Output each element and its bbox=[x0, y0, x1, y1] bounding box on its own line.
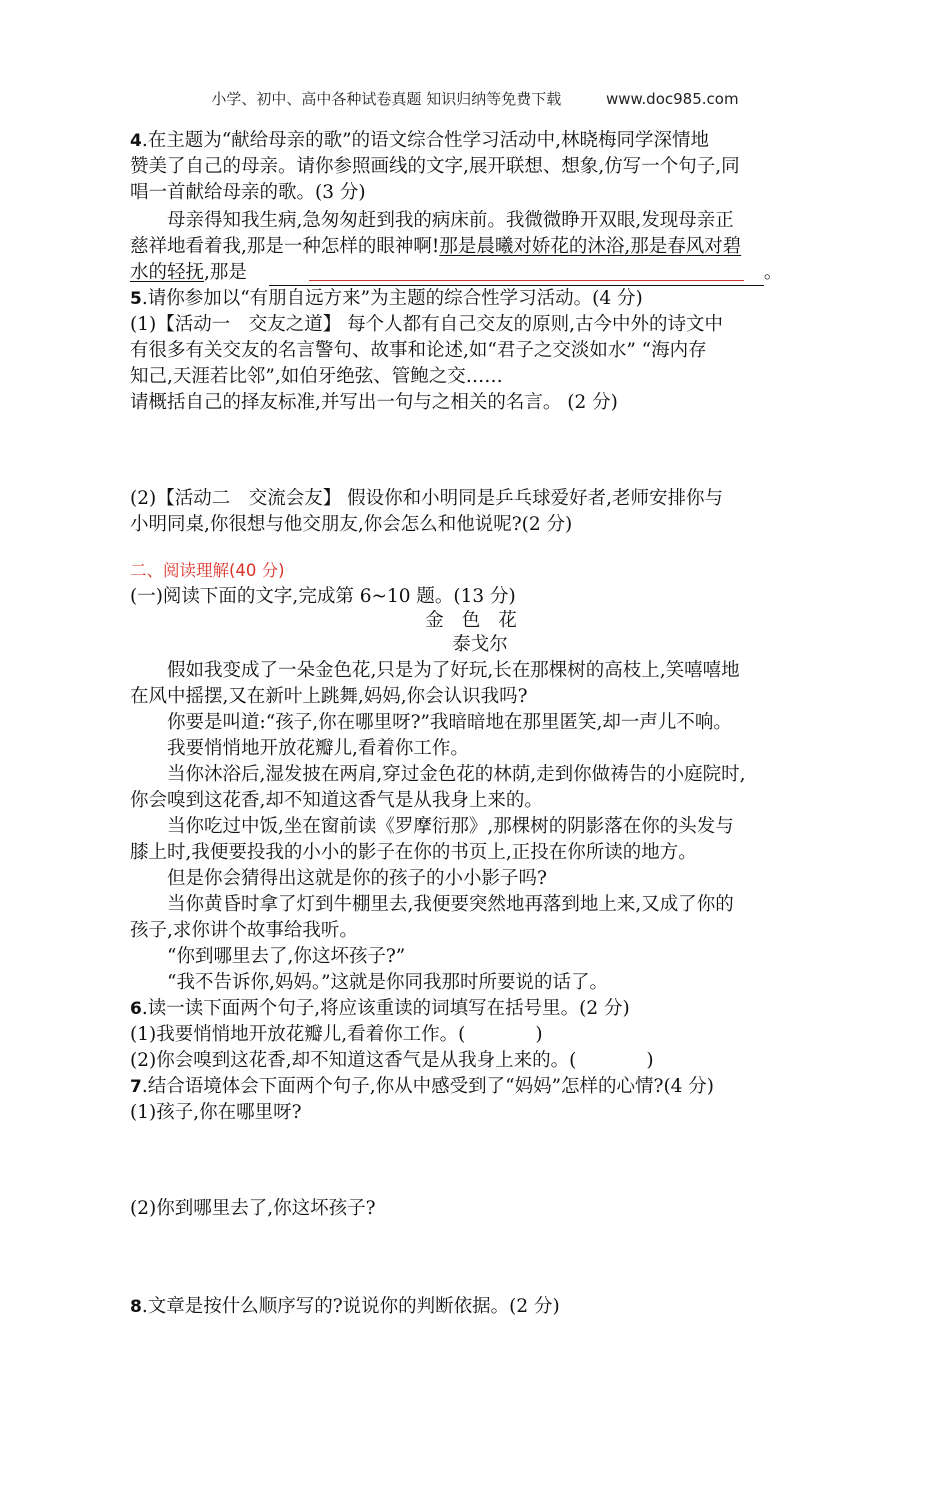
q6-number: 6 bbox=[130, 999, 142, 1019]
reading-para: 假如我变成了一朵金色花,只是为了好玩,长在那棵树的高枝上,笑嘻嘻地 bbox=[167, 660, 740, 681]
q8-title: 8.文章是按什么顺序写的?说说你的判断依据。(2 分) bbox=[130, 1296, 560, 1317]
q8-number: 8 bbox=[130, 1297, 142, 1317]
q6-sentence-2: (2)你会嗅到这花香,却不知道这香气是从我身上来的。( ) bbox=[130, 1050, 654, 1071]
reading-para: 当你黄昏时拿了灯到牛棚里去,我便要突然地再落到地上来,又成了你的 bbox=[167, 894, 734, 915]
reading-1-title: 金色花 bbox=[425, 610, 535, 631]
reading-para: 你会嗅到这花香,却不知道这香气是从我身上来的。 bbox=[130, 790, 543, 811]
q4-para-1: 母亲得知我生病,急匆匆赶到我的病床前。我微微睁开双眼,发现母亲正 bbox=[167, 210, 734, 231]
reading-para: “我不告诉你,妈妈。”这就是你同我那时所要说的话了。 bbox=[167, 972, 609, 993]
reading-1-intro: (一)阅读下面的文字,完成第 6~10 题。(13 分) bbox=[130, 586, 516, 607]
q5-activity1-line-2: 有很多有关交友的名言警句、故事和论述,如“君子之交淡如水” “海内存 bbox=[130, 340, 707, 361]
reading-para: 当你沐浴后,湿发披在两肩,穿过金色花的林荫,走到你做祷告的小庭院时, bbox=[167, 764, 746, 785]
q7-number: 7 bbox=[130, 1077, 142, 1097]
reading-1-author: 泰戈尔 bbox=[452, 634, 508, 655]
q4-line-1: 4.在主题为“献给母亲的歌”的语文综合性学习活动中,林晓梅同学深情地 bbox=[130, 130, 710, 151]
q5-number: 5 bbox=[130, 289, 142, 309]
header-url[interactable]: www.doc985.com bbox=[605, 90, 739, 108]
reading-para: 膝上时,我便要投我的小小的影子在你的书页上,正投在你所读的地方。 bbox=[130, 842, 697, 863]
reading-para: 当你吃过中饭,坐在窗前读《罗摩衍那》,那棵树的阴影落在你的头发与 bbox=[167, 816, 734, 837]
q5-activity1-line-3: 知己,天涯若比邻”,如伯牙绝弦、管鲍之交…… bbox=[130, 366, 503, 387]
q5-title: 5.请你参加以“有朋自远方来”为主题的综合性学习活动。(4 分) bbox=[130, 288, 643, 309]
q4-line-3: 唱一首献给母亲的歌。(3 分) bbox=[130, 182, 366, 203]
q4-answer-blank[interactable] bbox=[269, 265, 764, 286]
q5-activity2-line-1: (2)【活动二 交流会友】 假设你和小明同是乒乓球爱好者,老师安排你与 bbox=[130, 488, 723, 509]
reading-para: 孩子,求你讲个故事给我听。 bbox=[130, 920, 358, 941]
q4-underlined-text: 那是晨曦对娇花的沐浴,那是春风对碧 bbox=[439, 236, 742, 257]
q4-number: 4 bbox=[130, 131, 142, 151]
q5-activity1-line-4: 请概括自己的择友标准,并写出一句与之相关的名言。 (2 分) bbox=[130, 392, 618, 413]
reading-para: 在风中摇摆,又在新叶上跳舞,妈妈,你会认识我吗? bbox=[130, 686, 528, 707]
header-text: 小学、初中、高中各种试卷真题 知识归纳等免费下载 bbox=[211, 90, 562, 108]
q4-line-2: 赞美了自己的母亲。请你参照画线的文字,展开联想、想象,仿写一个句子,同 bbox=[130, 156, 740, 177]
q5-activity2-line-2: 小明同桌,你很想与他交朋友,你会怎么和他说呢?(2 分) bbox=[130, 514, 573, 535]
section-2-title: 二、阅读理解(40 分) bbox=[130, 561, 285, 580]
reading-para: 我要悄悄地开放花瓣儿,看着你工作。 bbox=[167, 738, 469, 759]
q7-title: 7.结合语境体会下面两个句子,你从中感受到了“妈妈”怎样的心情?(4 分) bbox=[130, 1076, 715, 1097]
q6-sentence-1: (1)我要悄悄地开放花瓣儿,看着你工作。( ) bbox=[130, 1024, 543, 1045]
q6-title: 6.读一读下面两个句子,将应该重读的词填写在括号里。(2 分) bbox=[130, 998, 630, 1019]
q4-para-2: 慈祥地看着我,那是一种怎样的眼神啊!那是晨曦对娇花的沐浴,那是春风对碧 bbox=[130, 236, 742, 257]
q7-sentence-1: (1)孩子,你在哪里呀? bbox=[130, 1102, 302, 1123]
q7-sentence-2: (2)你到哪里去了,你这坏孩子? bbox=[130, 1198, 376, 1219]
reading-para: “你到哪里去了,你这坏孩子?” bbox=[167, 946, 406, 967]
reading-para: 但是你会猜得出这就是你的孩子的小小影子吗? bbox=[167, 868, 547, 889]
reading-para: 你要是叫道:“孩子,你在哪里呀?”我暗暗地在那里匿笑,却一声儿不响。 bbox=[167, 712, 732, 733]
q5-activity1-line-1: (1)【活动一 交友之道】 每个人都有自己交友的原则,古今中外的诗文中 bbox=[130, 314, 723, 335]
q4-para-3: 水的轻抚,那是 。 bbox=[130, 260, 782, 286]
page-header bbox=[0, 88, 950, 109]
